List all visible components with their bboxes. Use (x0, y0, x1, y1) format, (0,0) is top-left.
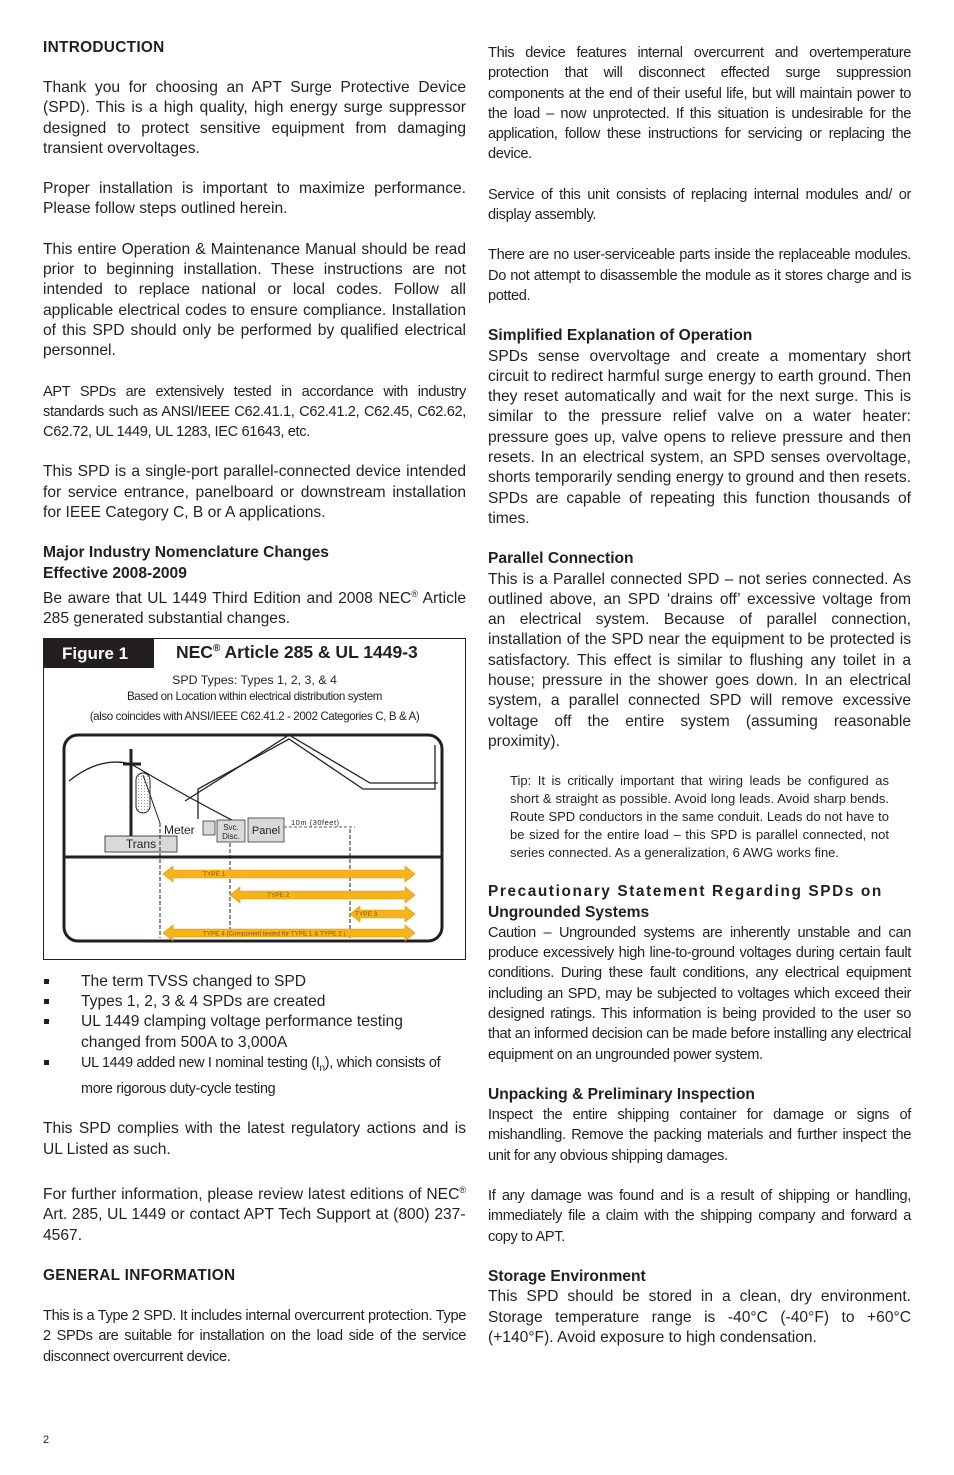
trans-label: Trans (125, 836, 157, 851)
right-column (488, 43, 911, 1348)
tip-paragraph: Tip: It is critically important that wiring leads be configured as short & straight as possible. Avoid long leads. Avoid sharp bends. Route SPD conductors in the same conduit. Leads do not have to be sized for the entire load – this SPD is parallel connected, not series connected. As a generalization, 6 AWG works fine. (510, 773, 889, 861)
parallel-connection-paragraph: This is a Parallel connected SPD – not series connected. As outlined above, an SPD ‘drains off’ excessive voltage from an electrical system. Because of parallel connection, installation of the SPD near the equipment to be protected is satisfactory. This effect is similar to flushing any toilet in a house; pressure in the shower goes down. In an electrical system, a parallel connected SPD will remove excessive voltage off the entire system (assuming reasonable proximity). (488, 570, 911, 750)
registered-mark: ® (459, 1184, 466, 1195)
further-info-paragraph (43, 1180, 466, 1246)
bullet-text: Types 1, 2, 3 & 4 SPDs are created (81, 993, 326, 1011)
bullet-square-icon (44, 999, 49, 1004)
further-text-b: Art. 285, UL 1449 or contact APT Tech Support at (800) 237-4567. (43, 1206, 466, 1244)
list-item (43, 1012, 466, 1053)
bullet-text: The term TVSS changed to SPD (81, 972, 307, 990)
intro-paragraph-4: APT SPDs are extensively tested in accordance with industry standards such as ANSI/IEEE C62.41.1, C62.41.2, C62.45, C62.62, C62.72, UL 1449, UL 1283, IEC 61643, etc. (43, 383, 466, 441)
distribution-diagram (45, 731, 465, 946)
bullet-subscript: n (319, 1062, 325, 1074)
changes-list (43, 972, 466, 1100)
power-line (69, 762, 245, 827)
operation-paragraph: SPDs sense overvoltage and create a momentary short circuit to redirect harmful surge energy to earth ground. Then they reset automatically and wait for the next surge. This is similar to the pressure relief valve on a water heater: pressure goes up, valve opens to relieve pressure and then resets. In an electrical system, an SPD senses overvoltage, shorts temporarily sending energy to ground and then resets. SPDs are capable of repeating this function thousands of times. (488, 347, 911, 527)
introduction-heading: INTRODUCTION (43, 39, 165, 56)
storage-heading: Storage Environment (488, 1267, 646, 1285)
type-1-arrow (163, 866, 415, 882)
figure-title-nec: NEC (176, 641, 213, 662)
list-item (43, 992, 466, 1012)
list-item (43, 1053, 466, 1099)
registered-mark: ® (411, 588, 418, 599)
precautionary-heading-1: Precautionary Statement Regarding SPDs on (488, 883, 883, 901)
nomenclature-paragraph (43, 584, 466, 630)
house-roof (185, 735, 438, 801)
precautionary-heading-2: Ungrounded Systems (488, 903, 650, 921)
precautionary-paragraph: Caution – Ungrounded systems are inherently unstable and can produce excessively high line-to-ground voltages during certain fault conditions. During these fault conditions, any electrical equipment including an SPD, may be subjected to voltages which exceed their designed ratings. This information is being provided to the user so that an informed decision can be made before installing any electrical equipment on an ungrounded power system. (488, 924, 911, 1063)
type-1-label: TYPE 1 (203, 870, 226, 878)
distance-label: 10m (30feet) (291, 817, 340, 827)
meter-label: Meter (164, 822, 195, 837)
service-paragraph: Service of this unit consists of replacing internal modules and/ or display assembly. (488, 186, 911, 224)
further-text-a: For further information, please review latest editions of NEC (43, 1186, 460, 1204)
type-3-label: TYPE 3 (355, 910, 378, 918)
parallel-connection-heading: Parallel Connection (488, 550, 634, 568)
left-column (43, 38, 466, 1367)
transformer-can (136, 773, 150, 813)
operation-heading: Simplified Explanation of Operation (488, 327, 753, 345)
figure-1 (43, 638, 466, 960)
comply-paragraph: This SPD complies with the latest regulatory actions and is UL Listed as such. (43, 1120, 466, 1158)
meter-box (203, 821, 215, 835)
figure-tab: Figure 1 (44, 639, 154, 668)
bullet-square-icon (44, 1019, 49, 1024)
figure-subtitle-1: SPD Types: Types 1, 2, 3, & 4 (172, 672, 337, 687)
figure-subtitle-3: (also coincides with ANSI/IEEE C62.41.2 - 2002 Categories C, B & A) (89, 709, 420, 723)
bullet-text: UL 1449 clamping voltage performance testing changed from 500A to 3,000A (81, 1013, 403, 1051)
storage-paragraph: This SPD should be stored in a clean, dry environment. Storage temperature range is -40°C (-40°F) to +60°C (+140°F). Avoid exposure to high condensation. (488, 1288, 911, 1346)
figure-title (176, 642, 418, 663)
unpacking-paragraph-1: Inspect the entire shipping container for damage or signs of mishandling. Remove the packing materials and further inspect the unit for any obvious shipping damages. (488, 1107, 911, 1164)
figure-title-reg: ® (212, 642, 221, 654)
figure-subtitle-2: Based on Location within electrical distribution system (126, 689, 383, 703)
overcurrent-paragraph: This device features internal overcurrent and overtemperature protection that will disconnect effected surge suppression components at the end of their useful life, but will maintain power to the load – now unprotected. If this situation is undesirable for the application, follow these instructions for servicing or replacing the device. (488, 45, 911, 163)
type-2-arrow (230, 887, 415, 903)
nomenclature-heading-1: Major Industry Nomenclature Changes (43, 544, 329, 562)
nomenclature-text-b: Article 285 generated substantial changes. (43, 590, 467, 628)
bullet-square-icon (44, 979, 49, 984)
general-information-paragraph: This is a Type 2 SPD. It includes internal overcurrent protection. Type 2 SPDs are suitable for installation on the load side of the service disconnect overcurrent device. (43, 1308, 466, 1365)
bullet-square-icon (44, 1060, 49, 1065)
svc-label: Svc. (223, 822, 239, 832)
list-item (43, 972, 466, 992)
bullet-text-b: ), which consists of more rigorous duty-cycle testing (81, 1054, 441, 1098)
page-number: 2 (43, 1434, 50, 1446)
intro-paragraph-5: This SPD is a single-port parallel-connected device intended for service entrance, panelboard or downstream installation for IEEE Category C, B or A applications. (43, 463, 466, 522)
type-2-label: TYPE 2 (267, 891, 290, 899)
unpacking-paragraph-2: If any damage was found and is a result of shipping or handling, immediately file a claim with the shipping company and forward a copy to APT. (488, 1188, 911, 1245)
general-information-heading: GENERAL INFORMATION (43, 1267, 236, 1285)
type-4-label: TYPE 4 (Component tested for TYPE 1 & TYPE 2 ) (203, 930, 346, 938)
panel-label: Panel (251, 824, 281, 837)
figure-title-rest: Article 285 & UL 1449-3 (220, 641, 418, 662)
bullet-text-a: UL 1449 added new I nominal testing (I (81, 1054, 320, 1071)
intro-paragraph-2: Proper installation is important to maximize performance. Please follow steps outlined herein. (43, 180, 466, 218)
intro-paragraph-3: This entire Operation & Maintenance Manual should be read prior to beginning installation. These instructions are not intended to replace national or local codes. Follow all applicable electrical codes to ensure compliance. Installation of this SPD should only be performed by qualified electrical personnel. (43, 240, 466, 360)
intro-paragraph-1: Thank you for choosing an APT Surge Protective Device (SPD). This is a high quality, high energy surge suppressor designed to protect sensitive equipment from damaging transient overvoltages. (43, 79, 466, 157)
nomenclature-text-a: Be aware that UL 1449 Third Edition and 2008 NEC (43, 590, 412, 608)
no-serviceable-parts-paragraph: There are no user-serviceable parts inside the replaceable modules. Do not attempt to disassemble the module as it stores charge and is potted. (488, 247, 911, 304)
nomenclature-heading-2: Effective 2008-2009 (43, 564, 187, 582)
disc-label: Disc. (222, 831, 240, 841)
unpacking-heading: Unpacking & Preliminary Inspection (488, 1085, 755, 1103)
